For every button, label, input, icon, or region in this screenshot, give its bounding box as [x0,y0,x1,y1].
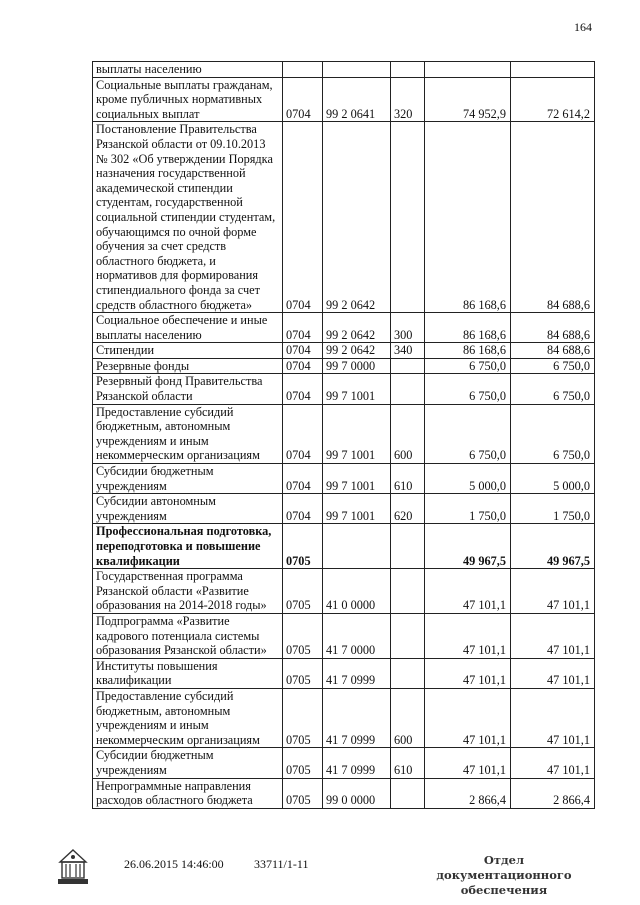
cell-sum-1: 5 000,0 [425,464,511,494]
cell-vr: 600 [391,688,425,747]
cell-vr: 610 [391,748,425,778]
cell-section: 0704 [283,343,323,359]
cell-target: 99 7 1001 [323,404,391,463]
cell-target: 99 2 0642 [323,313,391,343]
cell-sum-2: 47 101,1 [511,569,595,614]
table-row [93,343,595,359]
cell-section: 0704 [283,358,323,374]
cell-section: 0704 [283,77,323,122]
cell-sum-1: 47 101,1 [425,688,511,747]
cell-sum-1: 6 750,0 [425,358,511,374]
cell-target: 41 7 0999 [323,748,391,778]
cell-name: Социальное обеспечение и иные выплаты населению [93,313,283,343]
cell-name: Субсидии автономным учреждениям [93,494,283,524]
cell-vr: 300 [391,313,425,343]
cell-name: Государственная программа Рязанской области «Развитие образования на 2014-2018 годы» [93,569,283,614]
cell-target [323,62,391,78]
cell-vr [391,524,425,569]
cell-section: 0704 [283,313,323,343]
cell-sum-2: 72 614,2 [511,77,595,122]
cell-name: Непрограммные направления расходов областного бюджета [93,778,283,808]
cell-target: 99 2 0641 [323,77,391,122]
budget-table [92,61,595,809]
cell-name: Субсидии бюджетным учреждениям [93,748,283,778]
table-row [93,778,595,808]
cell-section: 0704 [283,122,323,313]
cell-sum-2: 47 101,1 [511,658,595,688]
page-number: 164 [574,20,592,34]
footer-doc-number: 33711/1-11 [254,857,309,871]
table-row [93,569,595,614]
cell-target: 99 7 1001 [323,494,391,524]
table-row [93,464,595,494]
cell-sum-1: 47 101,1 [425,748,511,778]
cell-section: 0705 [283,778,323,808]
cell-sum-2: 2 866,4 [511,778,595,808]
cell-section [283,62,323,78]
cell-section: 0704 [283,374,323,404]
duma-emblem-icon [56,848,90,886]
cell-sum-2: 1 750,0 [511,494,595,524]
footer-stamp-line2: обеспечения [460,883,548,897]
cell-sum-1: 2 866,4 [425,778,511,808]
cell-sum-2: 47 101,1 [511,613,595,658]
cell-name: Институты повышения квалификации [93,658,283,688]
cell-section: 0704 [283,494,323,524]
cell-vr: 610 [391,464,425,494]
cell-sum-2: 84 688,6 [511,343,595,359]
cell-sum-1: 47 101,1 [425,613,511,658]
cell-name: выплаты населению [93,62,283,78]
cell-name: Подпрограмма «Развитие кадрового потенциала системы образования Рязанской области» [93,613,283,658]
cell-sum-1: 86 168,6 [425,122,511,313]
table-row [93,658,595,688]
table-row [93,313,595,343]
cell-sum-2 [511,62,595,78]
cell-target: 99 7 1001 [323,374,391,404]
cell-sum-2: 6 750,0 [511,404,595,463]
table-row [93,374,595,404]
table-body [93,62,595,809]
cell-sum-2: 5 000,0 [511,464,595,494]
cell-vr: 320 [391,77,425,122]
cell-sum-1 [425,62,511,78]
cell-vr: 620 [391,494,425,524]
cell-sum-2: 84 688,6 [511,122,595,313]
table-row [93,358,595,374]
table-row [93,77,595,122]
cell-name: Предоставление субсидий бюджетным, автономным учреждениям и иным некоммерческим организациям [93,688,283,747]
cell-target: 41 7 0000 [323,613,391,658]
cell-section: 0705 [283,524,323,569]
cell-target: 99 7 0000 [323,358,391,374]
cell-sum-1: 6 750,0 [425,404,511,463]
table-row [93,122,595,313]
table-row [93,688,595,747]
cell-vr [391,613,425,658]
cell-name: Предоставление субсидий бюджетным, автономным учреждениям и иным некоммерческим организациям [93,404,283,463]
cell-vr [391,374,425,404]
cell-sum-1: 6 750,0 [425,374,511,404]
cell-target: 41 7 0999 [323,658,391,688]
cell-vr [391,658,425,688]
cell-sum-2: 47 101,1 [511,748,595,778]
cell-target [323,524,391,569]
table-row [93,62,595,78]
cell-name: Постановление Правительства Рязанской области от 09.10.2013 № 302 «Об утверждении Порядка назначения государственной академической стипендии студентам, государственной социальной стипендии студентам, обучающимся по очной форме обучения за счет средств областного бюджета, и нормативов для формирования стипендиального фонда за счет средств областного бюджета» [93,122,283,313]
cell-section: 0705 [283,748,323,778]
cell-sum-1: 86 168,6 [425,313,511,343]
cell-sum-2: 47 101,1 [511,688,595,747]
cell-name: Профессиональная подготовка, переподготовка и повышение квалификации [93,524,283,569]
cell-target: 41 7 0999 [323,688,391,747]
cell-sum-1: 1 750,0 [425,494,511,524]
table-row [93,494,595,524]
cell-sum-1: 49 967,5 [425,524,511,569]
cell-vr [391,778,425,808]
cell-section: 0705 [283,658,323,688]
cell-sum-2: 49 967,5 [511,524,595,569]
cell-sum-2: 6 750,0 [511,374,595,404]
cell-name: Социальные выплаты гражданам, кроме публичных нормативных социальных выплат [93,77,283,122]
table-row [93,748,595,778]
table-row [93,613,595,658]
cell-name: Субсидии бюджетным учреждениям [93,464,283,494]
footer-stamp [424,853,584,898]
cell-target: 99 2 0642 [323,122,391,313]
cell-sum-1: 86 168,6 [425,343,511,359]
cell-section: 0705 [283,688,323,747]
cell-name: Резервный фонд Правительства Рязанской области [93,374,283,404]
cell-section: 0705 [283,569,323,614]
table-row [93,404,595,463]
cell-sum-1: 74 952,9 [425,77,511,122]
cell-name: Стипендии [93,343,283,359]
cell-sum-2: 84 688,6 [511,313,595,343]
cell-vr: 340 [391,343,425,359]
cell-section: 0705 [283,613,323,658]
footer-stamp-line1: Отдел документационного [436,853,572,882]
cell-vr [391,62,425,78]
cell-target: 99 2 0642 [323,343,391,359]
cell-sum-1: 47 101,1 [425,569,511,614]
cell-name: Резервные фонды [93,358,283,374]
table-row [93,524,595,569]
cell-sum-1: 47 101,1 [425,658,511,688]
cell-vr [391,358,425,374]
cell-target: 99 0 0000 [323,778,391,808]
cell-vr: 600 [391,404,425,463]
cell-sum-2: 6 750,0 [511,358,595,374]
footer-timestamp: 26.06.2015 14:46:00 [124,857,224,871]
cell-section: 0704 [283,464,323,494]
cell-section: 0704 [283,404,323,463]
cell-target: 41 0 0000 [323,569,391,614]
cell-target: 99 7 1001 [323,464,391,494]
cell-vr [391,122,425,313]
cell-vr [391,569,425,614]
